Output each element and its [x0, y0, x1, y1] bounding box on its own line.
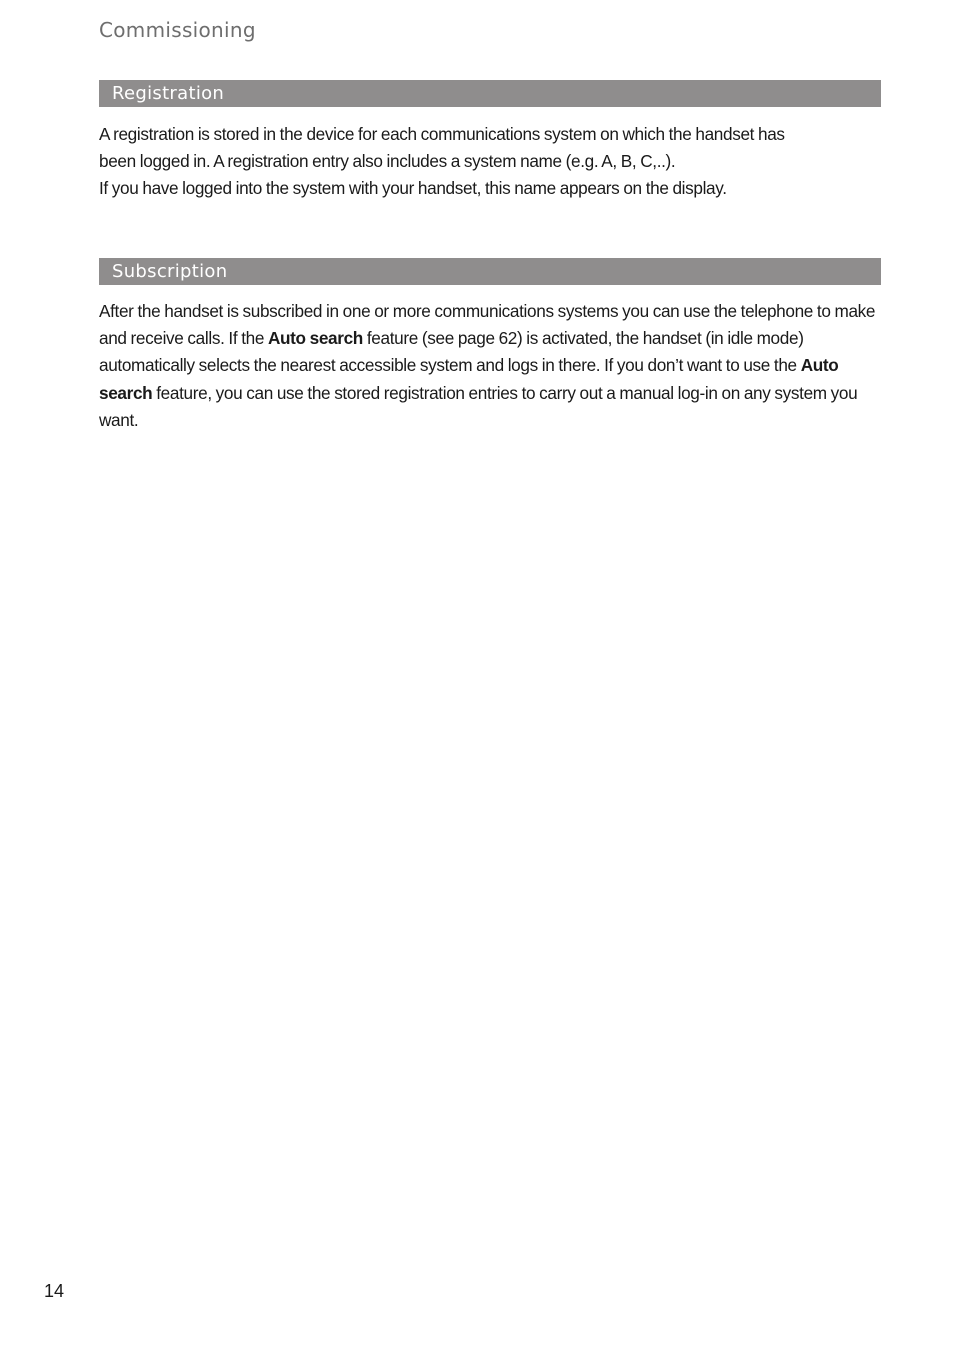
- auto-search-term-2: Auto search: [99, 355, 839, 403]
- page-number: 14: [44, 1281, 65, 1301]
- section-heading-subscription: Subscription: [99, 258, 881, 285]
- registration-line-3: If you have logged into the system with your handset, this name appears on the display.: [99, 178, 727, 199]
- subscription-text-part-2: feature (see page 62) is activated, the handset (in idle mode) automatically selects the nearest accessible system and logs in there. If you don’t want to use the: [99, 328, 804, 376]
- registration-paragraph: [99, 121, 885, 203]
- subscription-text-part-1: After the handset is subscribed in one or more communications systems you can use the telephone to make and receive calls. If the: [99, 301, 876, 349]
- subscription-text: [99, 298, 885, 434]
- registration-line-2: been logged in. A registration entry also includes a system name (e.g. A, B, C,..).: [99, 151, 676, 172]
- subscription-text-part-3: feature, you can use the stored registration entries to carry out a manual log-in on any system you want.: [99, 382, 858, 430]
- subscription-paragraph: [99, 298, 885, 434]
- running-header-title: Commissioning: [99, 18, 256, 42]
- registration-line-1: A registration is stored in the device for each communications system on which the handset has: [99, 124, 785, 144]
- section-heading-registration: Registration: [99, 80, 881, 107]
- auto-search-term-1: Auto search: [267, 328, 363, 349]
